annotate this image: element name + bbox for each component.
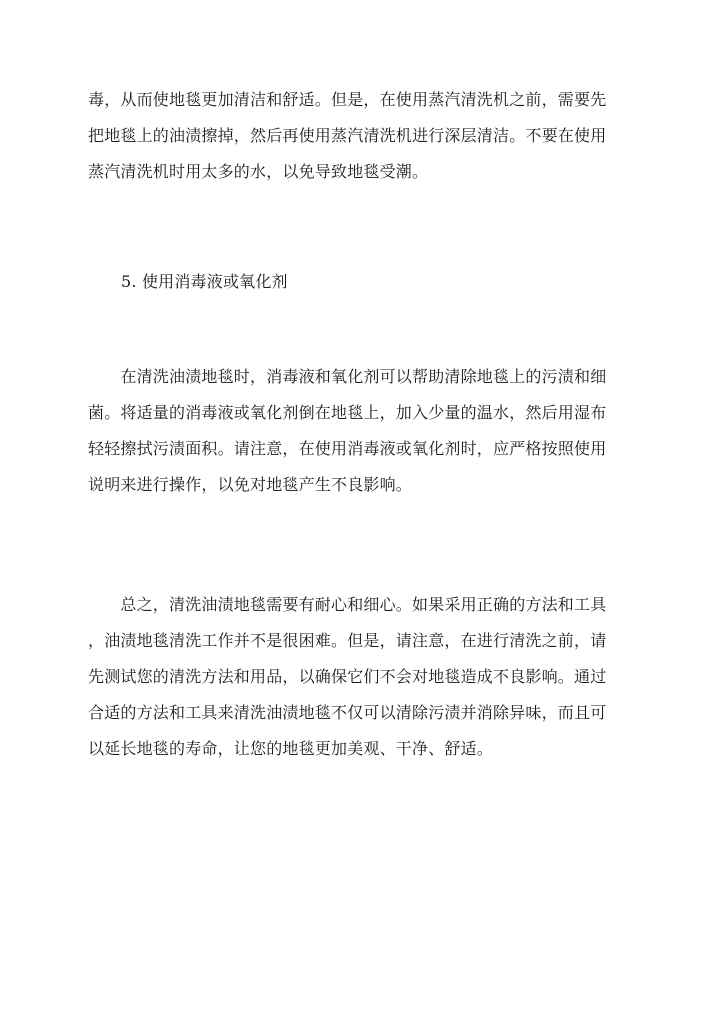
text-line: 轻轻擦拭污渍面积。请注意，在使用消毒液或氧化剂时，应严格按照使用 (88, 439, 607, 458)
text-line: 菌。将适量的消毒液或氧化剂倒在地毯上，加入少量的温水，然后用湿布 (88, 403, 607, 422)
text-line: 把地毯上的油渍擦掉，然后再使用蒸汽清洗机进行深层清洁。不要在使用 (88, 126, 607, 145)
text-line: 总之，清洗油渍地毯需要有耐心和细心。如果采用正确的方法和工具 (88, 595, 607, 614)
section-heading: 5. 使用消毒液或氧化剂 (121, 272, 288, 291)
text-line: 毒，从而使地毯更加清洁和舒适。但是，在使用蒸汽清洗机之前，需要先 (88, 90, 607, 109)
text-line: 先测试您的清洗方法和用品，以确保它们不会对地毯造成不良影响。通过 (88, 667, 607, 686)
text-line: 以延长地毯的寿命，让您的地毯更加美观、干净、舒适。 (88, 739, 494, 758)
text-line: 合适的方法和工具来清洗油渍地毯不仅可以清除污渍并消除异味，而且可 (88, 703, 607, 722)
text-line: 在清洗油渍地毯时，消毒液和氧化剂可以帮助清除地毯上的污渍和细 (88, 367, 607, 386)
text-line: 说明来进行操作，以免对地毯产生不良影响。 (88, 475, 413, 494)
text-line: ，油渍地毯清洗工作并不是很困难。但是，请注意，在进行清洗之前，请 (88, 631, 607, 650)
text-line: 蒸汽清洗机时用太多的水，以免导致地毯受潮。 (88, 162, 429, 181)
